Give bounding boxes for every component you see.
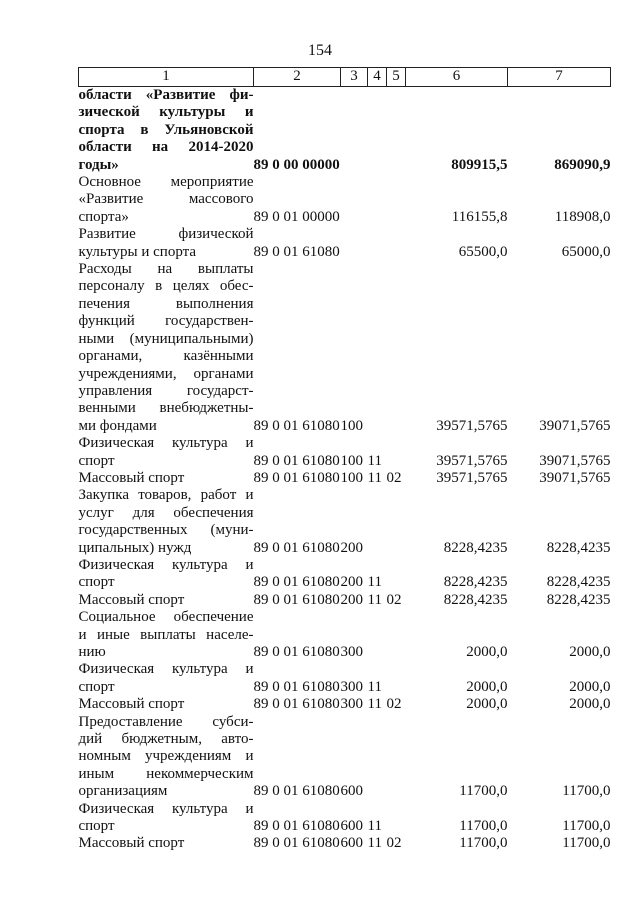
item-name bbox=[79, 835, 254, 852]
table-row bbox=[79, 835, 611, 852]
item-name bbox=[79, 435, 254, 470]
target-code: 89 0 01 61080 bbox=[253, 644, 340, 660]
section: 11 bbox=[367, 574, 382, 591]
section bbox=[368, 714, 387, 801]
target-code: 89 0 01 61080 bbox=[253, 243, 340, 260]
target-code: 89 0 01 61080 bbox=[253, 469, 340, 486]
amount-col7: 11700,0 bbox=[562, 818, 611, 835]
item-name-line: Физическая культура и bbox=[78, 556, 254, 573]
expense-type: 600 bbox=[340, 783, 363, 800]
subsection bbox=[387, 609, 406, 661]
amount-col6: 2000,0 bbox=[466, 644, 508, 660]
expense-type: 200 bbox=[340, 539, 363, 556]
subsection: 02 bbox=[386, 835, 402, 852]
item-name-line: годы» bbox=[78, 156, 119, 173]
item-name-line: ными (муниципальными) bbox=[78, 330, 254, 347]
amount-col7: 2000,0 bbox=[569, 644, 611, 660]
expense-type bbox=[341, 226, 368, 261]
section: 11 bbox=[367, 696, 382, 713]
amount-col7: 2000,0 bbox=[569, 678, 611, 695]
item-name-line: ципальных) нужд bbox=[78, 539, 192, 556]
amount-col7: 65000,0 bbox=[561, 243, 611, 260]
item-name-line: Физическая культура и bbox=[78, 661, 254, 678]
section bbox=[368, 87, 387, 175]
expense-type: 300 bbox=[340, 644, 363, 660]
item-name-line: спорт bbox=[78, 818, 115, 835]
item-name-line: Развитие физической bbox=[78, 226, 254, 243]
subsection: 02 bbox=[386, 696, 402, 713]
item-name-line: спорта» bbox=[78, 208, 129, 225]
item-name-line: спорт bbox=[78, 452, 115, 469]
item-name bbox=[79, 470, 254, 487]
amount-col7: 39071,5765 bbox=[539, 417, 611, 434]
expense-type: 300 bbox=[340, 696, 363, 713]
amount-col6: 39571,5765 bbox=[436, 452, 508, 469]
section bbox=[368, 174, 387, 226]
amount-col7: 8228,4235 bbox=[546, 539, 611, 556]
item-name-line: учреждениями, органами bbox=[78, 365, 254, 382]
item-name bbox=[79, 87, 254, 175]
column-number-row bbox=[79, 68, 611, 87]
section: 11 bbox=[367, 818, 382, 835]
item-name-line: спорт bbox=[78, 678, 115, 695]
expense-type: 100 bbox=[340, 452, 363, 469]
subsection bbox=[387, 557, 406, 592]
expense-type: 600 bbox=[340, 835, 363, 852]
item-name-line: Физическая культура и bbox=[78, 800, 254, 817]
item-name bbox=[79, 487, 254, 557]
item-name bbox=[79, 226, 254, 261]
column-header: 2 bbox=[254, 68, 341, 87]
table-row bbox=[79, 470, 611, 487]
item-name-line: культуры и спорта bbox=[78, 243, 197, 260]
amount-col6: 2000,0 bbox=[466, 696, 508, 713]
table-row bbox=[79, 801, 611, 836]
item-name-line: «Развитие массового bbox=[78, 191, 254, 208]
item-name-line: ми фондами bbox=[78, 417, 157, 434]
item-name-line: Расходы на выплаты bbox=[78, 261, 254, 278]
item-name bbox=[79, 801, 254, 836]
expense-type: 100 bbox=[340, 417, 363, 434]
expense-type: 200 bbox=[340, 574, 363, 591]
amount-col6: 11700,0 bbox=[459, 835, 508, 852]
amount-col6: 8228,4235 bbox=[443, 591, 508, 608]
item-name bbox=[79, 261, 254, 435]
item-name bbox=[79, 696, 254, 713]
item-name bbox=[79, 609, 254, 661]
item-name-line: услуг для обеспечения bbox=[78, 504, 254, 521]
section: 11 bbox=[367, 835, 382, 852]
amount-col6: 8228,4235 bbox=[443, 574, 508, 591]
item-name-line: Физическая культура и bbox=[78, 435, 254, 452]
item-name bbox=[79, 714, 254, 801]
item-name-line: печения выполнения bbox=[78, 295, 254, 312]
page-number: 154 bbox=[308, 42, 332, 59]
table-row bbox=[79, 261, 611, 435]
target-code: 89 0 00 00000 bbox=[253, 156, 340, 173]
amount-col7: 39071,5765 bbox=[539, 452, 611, 469]
subsection bbox=[387, 87, 406, 175]
section bbox=[368, 226, 387, 261]
amount-col6: 65500,0 bbox=[458, 243, 508, 260]
amount-col7: 118908,0 bbox=[554, 208, 611, 225]
amount-col6: 2000,0 bbox=[466, 678, 508, 695]
expense-type: 300 bbox=[340, 678, 363, 695]
item-name-line: дий бюджетным, авто- bbox=[78, 731, 254, 748]
item-name-line: Массовый спорт bbox=[78, 591, 185, 608]
expense-type bbox=[341, 87, 368, 175]
target-code: 89 0 01 61080 bbox=[253, 835, 340, 852]
section: 11 bbox=[367, 452, 382, 469]
item-name bbox=[79, 174, 254, 226]
item-name-line: функций государствен- bbox=[78, 313, 254, 330]
item-name-line: Социальное обеспечение bbox=[78, 609, 254, 626]
target-code: 89 0 01 61080 bbox=[253, 818, 340, 835]
subsection: 02 bbox=[386, 591, 402, 608]
amount-col6: 39571,5765 bbox=[436, 417, 508, 434]
amount-col6: 8228,4235 bbox=[443, 539, 508, 556]
table-row bbox=[79, 696, 611, 713]
section bbox=[368, 487, 387, 557]
subsection bbox=[387, 487, 406, 557]
item-name-line: Массовый спорт bbox=[78, 696, 185, 713]
target-code: 89 0 01 61080 bbox=[253, 417, 340, 434]
table-row bbox=[79, 557, 611, 592]
item-name-line: государственных (муни- bbox=[78, 522, 254, 539]
target-code: 89 0 01 61080 bbox=[253, 574, 340, 591]
column-header: 3 bbox=[341, 68, 368, 87]
item-name-line: органами, казёнными bbox=[78, 348, 254, 365]
amount-col7: 8228,4235 bbox=[546, 591, 611, 608]
item-name-line: организациям bbox=[78, 783, 168, 800]
expense-type bbox=[341, 174, 368, 226]
column-header: 1 bbox=[79, 68, 254, 87]
target-code: 89 0 01 61080 bbox=[253, 591, 340, 608]
subsection bbox=[387, 801, 406, 836]
item-name-line: Основное мероприятие bbox=[78, 174, 254, 191]
table-row bbox=[79, 592, 611, 609]
column-header: 4 bbox=[368, 68, 387, 87]
subsection bbox=[387, 661, 406, 696]
target-code: 89 0 01 61080 bbox=[253, 452, 340, 469]
item-name-line: управления государст- bbox=[78, 382, 254, 399]
amount-col6: 11700,0 bbox=[459, 783, 508, 800]
section bbox=[368, 261, 387, 435]
table-row bbox=[79, 609, 611, 661]
item-name-line: области «Развитие фи- bbox=[78, 87, 254, 103]
expense-type: 100 bbox=[340, 469, 363, 486]
subsection bbox=[387, 261, 406, 435]
expense-type: 200 bbox=[340, 591, 363, 608]
table-body bbox=[79, 87, 611, 853]
column-header: 7 bbox=[508, 68, 611, 87]
item-name-line: спорта в Ульяновской bbox=[78, 121, 254, 138]
item-name-line: персоналу в целях обес- bbox=[78, 278, 254, 295]
expense-type: 600 bbox=[340, 818, 363, 835]
table-row bbox=[79, 226, 611, 261]
target-code: 89 0 01 61080 bbox=[253, 783, 340, 800]
table-row bbox=[79, 661, 611, 696]
subsection bbox=[387, 174, 406, 226]
amount-col7: 869090,9 bbox=[554, 156, 611, 173]
section: 11 bbox=[367, 591, 382, 608]
item-name-line: Массовый спорт bbox=[78, 469, 185, 486]
subsection bbox=[387, 435, 406, 470]
target-code: 89 0 01 00000 bbox=[253, 208, 340, 225]
section: 11 bbox=[367, 678, 382, 695]
column-header: 6 bbox=[406, 68, 508, 87]
column-header: 5 bbox=[387, 68, 406, 87]
amount-col7: 8228,4235 bbox=[546, 574, 611, 591]
item-name-line: и иные выплаты населе- bbox=[78, 626, 254, 643]
item-name-line: Массовый спорт bbox=[78, 835, 185, 852]
budget-table bbox=[78, 67, 611, 853]
table-row bbox=[79, 174, 611, 226]
subsection bbox=[387, 226, 406, 261]
amount-col6: 39571,5765 bbox=[436, 469, 508, 486]
item-name bbox=[79, 661, 254, 696]
item-name-line: номным учреждениям и bbox=[78, 748, 254, 765]
amount-col6: 11700,0 bbox=[459, 818, 508, 835]
section: 11 bbox=[367, 469, 382, 486]
section bbox=[368, 609, 387, 661]
item-name-line: спорт bbox=[78, 574, 115, 591]
subsection: 02 bbox=[386, 469, 402, 486]
item-name-line: Предоставление субси- bbox=[78, 713, 254, 730]
target-code: 89 0 01 61080 bbox=[253, 678, 340, 695]
item-name bbox=[79, 592, 254, 609]
amount-col6: 809915,5 bbox=[451, 156, 508, 173]
amount-col7: 2000,0 bbox=[569, 696, 611, 713]
amount-col6: 116155,8 bbox=[451, 208, 508, 225]
item-name-line: области на 2014-2020 bbox=[78, 139, 254, 156]
table-row bbox=[79, 487, 611, 557]
item-name-line: зической культуры и bbox=[78, 104, 254, 121]
table-row bbox=[79, 87, 611, 175]
item-name-line: венными внебюджетны- bbox=[78, 400, 254, 417]
amount-col7: 11700,0 bbox=[562, 783, 611, 800]
subsection bbox=[387, 714, 406, 801]
amount-col7: 39071,5765 bbox=[539, 469, 611, 486]
item-name-line: нию bbox=[78, 644, 106, 660]
table-row bbox=[79, 435, 611, 470]
item-name bbox=[79, 557, 254, 592]
table-row bbox=[79, 714, 611, 801]
target-code: 89 0 01 61080 bbox=[253, 539, 340, 556]
item-name-line: Закупка товаров, работ и bbox=[78, 487, 254, 504]
target-code: 89 0 01 61080 bbox=[253, 696, 340, 713]
amount-col7: 11700,0 bbox=[562, 835, 611, 852]
item-name-line: иным некоммерческим bbox=[78, 765, 254, 782]
